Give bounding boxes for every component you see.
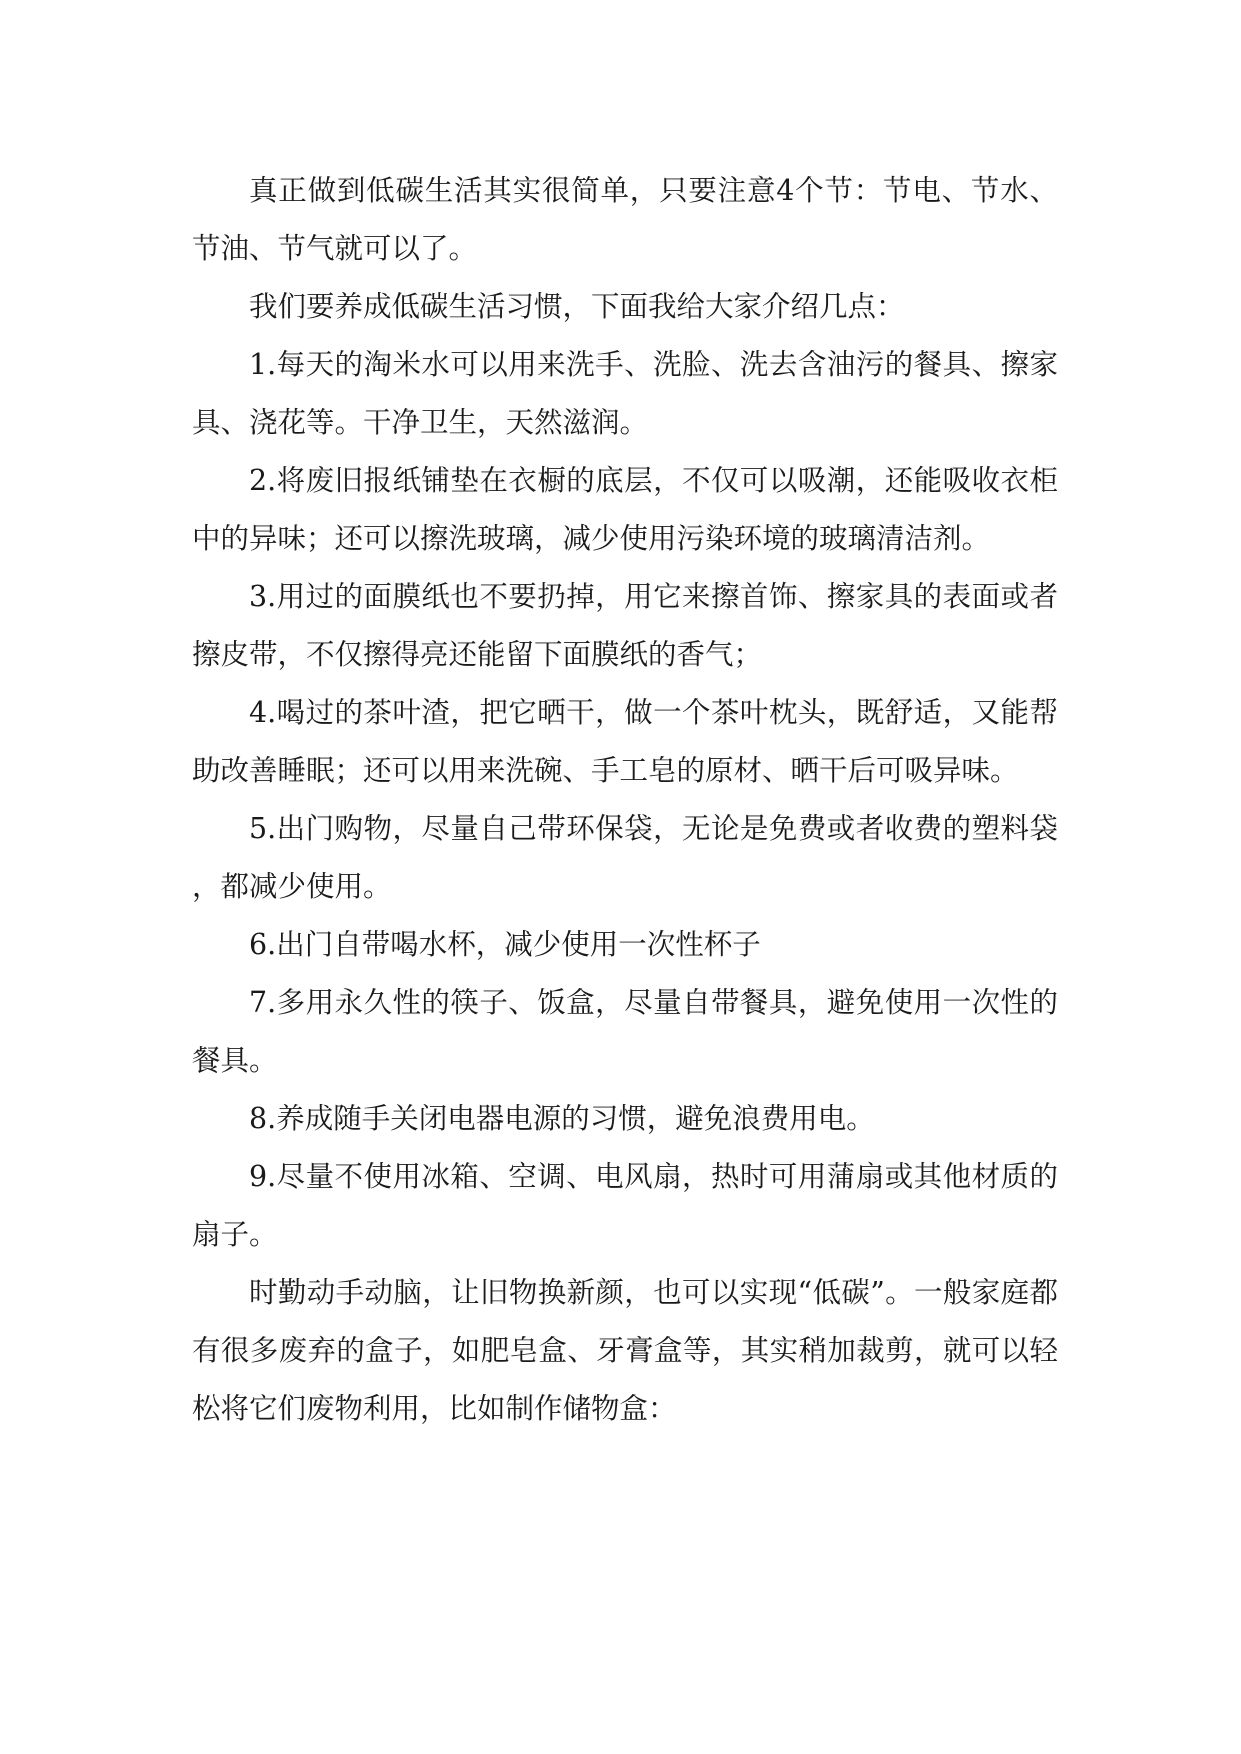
tip-8-paragraph: 8.养成随手关闭电器电源的习惯，避免浪费用电。 bbox=[249, 1102, 875, 1135]
tip-6-paragraph: 6.出门自带喝水杯，减少使用一次性杯子 bbox=[249, 928, 761, 961]
tip-7-paragraph: 7.多用永久性的筷子、饭盒，尽量自带餐具，避免使用一次性的餐具。 bbox=[192, 986, 1058, 1077]
document-body bbox=[192, 162, 1058, 1438]
intro-paragraph: 真正做到低碳生活其实很简单，只要注意4个节：节电、节水、节油、节气就可以了。 bbox=[192, 174, 1058, 265]
tip-9-paragraph: 9.尽量不使用冰箱、空调、电风扇，热时可用蒲扇或其他材质的扇子。 bbox=[192, 1160, 1058, 1251]
tip-2-paragraph: 2.将废旧报纸铺垫在衣橱的底层，不仅可以吸潮，还能吸收衣柜中的异味；还可以擦洗玻璃，减少使用污染环境的玻璃清洁剂。 bbox=[192, 464, 1058, 555]
tip-1-paragraph: 1.每天的淘米水可以用来洗手、洗脸、洗去含油污的餐具、擦家具、浇花等。干净卫生，天然滋润。 bbox=[192, 348, 1058, 439]
closing-paragraph: 时勤动手动脑，让旧物换新颜，也可以实现“低碳”。一般家庭都有很多废弃的盒子，如肥皂盒、牙膏盒等，其实稍加裁剪，就可以轻松将它们废物利用，比如制作储物盒： bbox=[192, 1276, 1058, 1425]
tip-5-paragraph: 5.出门购物，尽量自己带环保袋，无论是免费或者收费的塑料袋，都减少使用。 bbox=[192, 812, 1058, 903]
lead-in-paragraph: 我们要养成低碳生活习惯，下面我给大家介绍几点： bbox=[249, 290, 905, 323]
tip-3-paragraph: 3.用过的面膜纸也不要扔掉，用它来擦首饰、擦家具的表面或者擦皮带，不仅擦得亮还能留下面膜纸的香气； bbox=[192, 580, 1058, 671]
tip-4-paragraph: 4.喝过的茶叶渣，把它晒干，做一个茶叶枕头，既舒适，又能帮助改善睡眠；还可以用来洗碗、手工皂的原材、晒干后可吸异味。 bbox=[192, 696, 1058, 787]
